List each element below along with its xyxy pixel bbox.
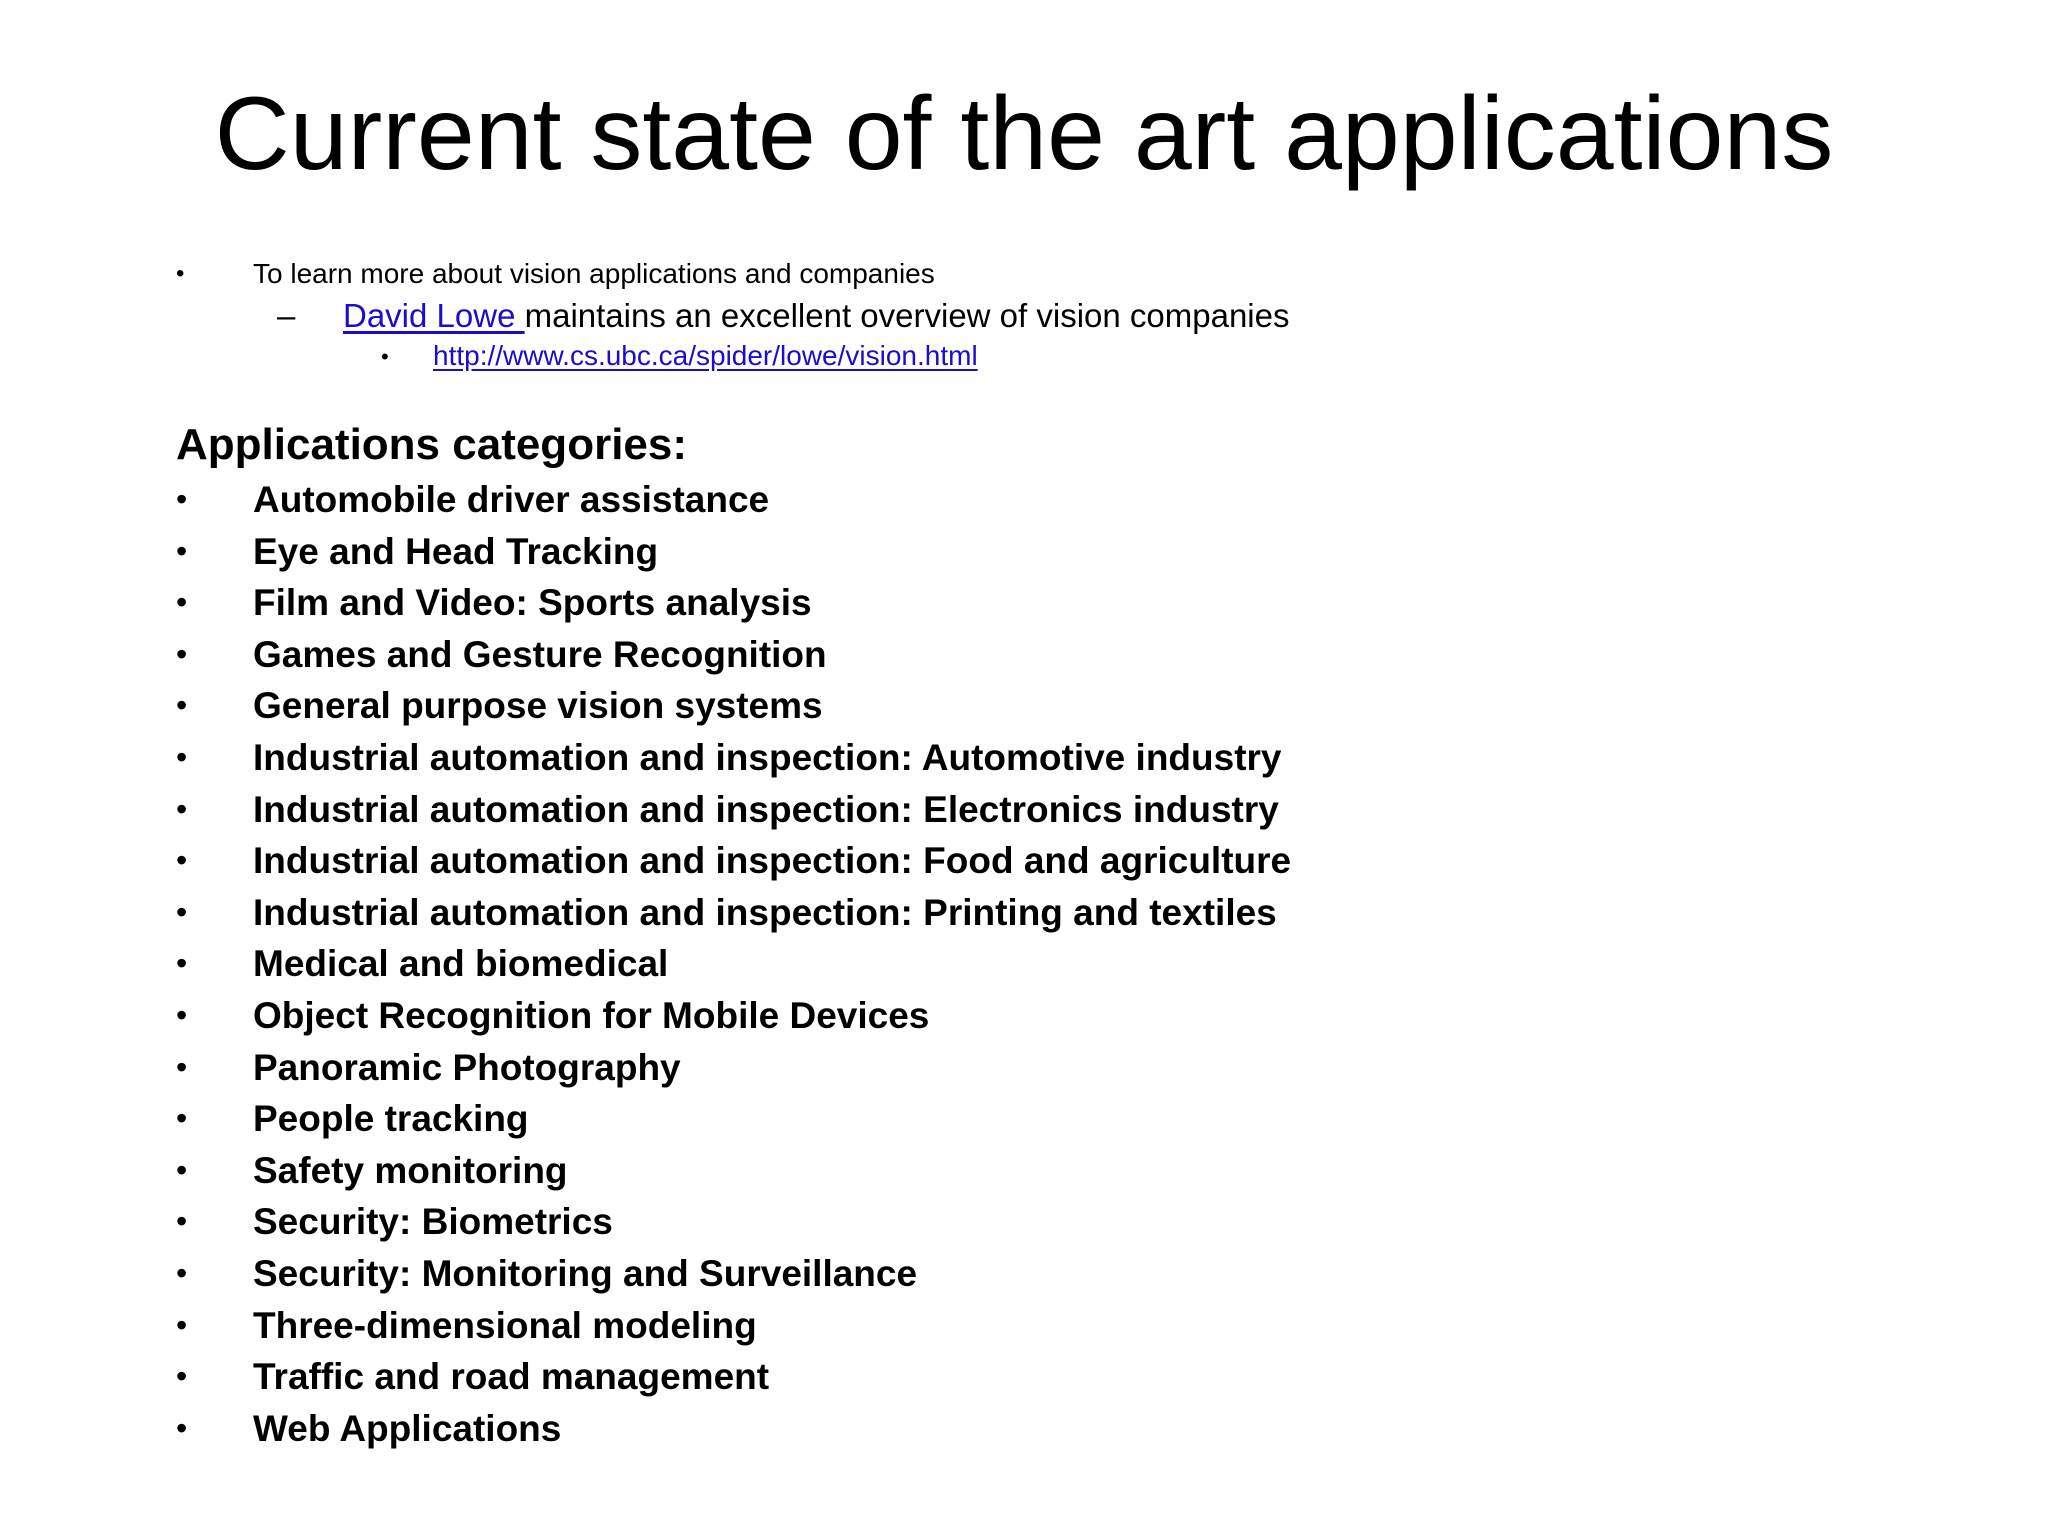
bullet-icon: • (176, 584, 188, 621)
list-item-text: Games and Gesture Recognition (253, 633, 827, 675)
list-item (0, 1403, 2048, 1455)
bullet-icon: • (176, 687, 188, 724)
list-item-text: Security: Monitoring and Surveillance (253, 1252, 918, 1294)
list-item (0, 1042, 2048, 1094)
sub-text (343, 294, 1290, 338)
intro-text: To learn more about vision applications and companies (253, 258, 935, 289)
list-item (0, 680, 2048, 732)
categories-list (0, 474, 2048, 1454)
bullet-icon: • (176, 1254, 188, 1291)
list-item (0, 835, 2048, 887)
list-item-text: Web Applications (253, 1407, 562, 1449)
sub-rest-text: maintains an excellent overview of vision companies (524, 297, 1290, 334)
list-item-text: Traffic and road management (253, 1356, 770, 1398)
list-item-text: Industrial automation and inspection: Electronics industry (253, 788, 1279, 830)
bullet-icon: • (176, 1100, 188, 1137)
list-item-text: Eye and Head Tracking (253, 530, 659, 572)
bullet-icon: • (176, 738, 188, 775)
bullet-icon: • (176, 635, 188, 672)
list-item (0, 784, 2048, 836)
list-item-text: Industrial automation and inspection: Food and agriculture (253, 840, 1292, 882)
bullet-icon: • (176, 532, 188, 569)
categories-heading: Applications categories: (176, 420, 688, 469)
bullet-icon: • (176, 1409, 188, 1446)
list-item (0, 1300, 2048, 1352)
list-item (0, 887, 2048, 939)
bullet-icon: • (176, 1048, 188, 1085)
list-item (0, 938, 2048, 990)
vision-companies-url-link[interactable]: http://www.cs.ubc.ca/spider/lowe/vision.html (433, 340, 978, 371)
bullet-icon: • (176, 1151, 188, 1188)
list-item-text: Object Recognition for Mobile Devices (253, 994, 930, 1036)
list-item (0, 732, 2048, 784)
bullet-icon: • (176, 945, 188, 982)
david-lowe-link[interactable]: David Lowe (343, 297, 525, 334)
list-item-text: Industrial automation and inspection: Automotive industry (253, 736, 1282, 778)
list-item-text: Panoramic Photography (253, 1046, 681, 1088)
list-item-text: Medical and biomedical (253, 943, 669, 985)
bullet-icon: • (381, 344, 389, 369)
bullet-icon: • (176, 1358, 188, 1395)
list-item-text: General purpose vision systems (253, 685, 823, 727)
list-item-text: Industrial automation and inspection: Printing and textiles (253, 891, 1277, 933)
list-item-text: Security: Biometrics (253, 1201, 613, 1243)
list-item (0, 629, 2048, 681)
bullet-icon: • (176, 893, 188, 930)
list-item (0, 577, 2048, 629)
list-item (0, 1351, 2048, 1403)
slide-title: Current state of the art applications (214, 76, 1834, 192)
list-item (0, 1196, 2048, 1248)
bullet-icon: • (176, 996, 188, 1033)
bullet-icon: • (176, 481, 188, 517)
bullet-icon: • (176, 1306, 188, 1343)
list-item (0, 1093, 2048, 1145)
list-item (0, 990, 2048, 1042)
list-item-text: Film and Video: Sports analysis (253, 582, 812, 624)
list-item-text: Safety monitoring (253, 1149, 568, 1191)
list-item (0, 1248, 2048, 1300)
list-item (0, 474, 2048, 526)
list-item-text: People tracking (253, 1098, 529, 1140)
list-item (0, 1145, 2048, 1197)
bullet-icon: • (176, 1203, 188, 1240)
list-item (0, 526, 2048, 578)
list-item-text: Automobile driver assistance (253, 479, 770, 520)
dash-icon: – (277, 297, 296, 334)
list-item-text: Three-dimensional modeling (253, 1304, 757, 1346)
bullet-icon: • (176, 260, 185, 287)
bullet-icon: • (176, 790, 188, 827)
bullet-icon: • (176, 842, 188, 879)
